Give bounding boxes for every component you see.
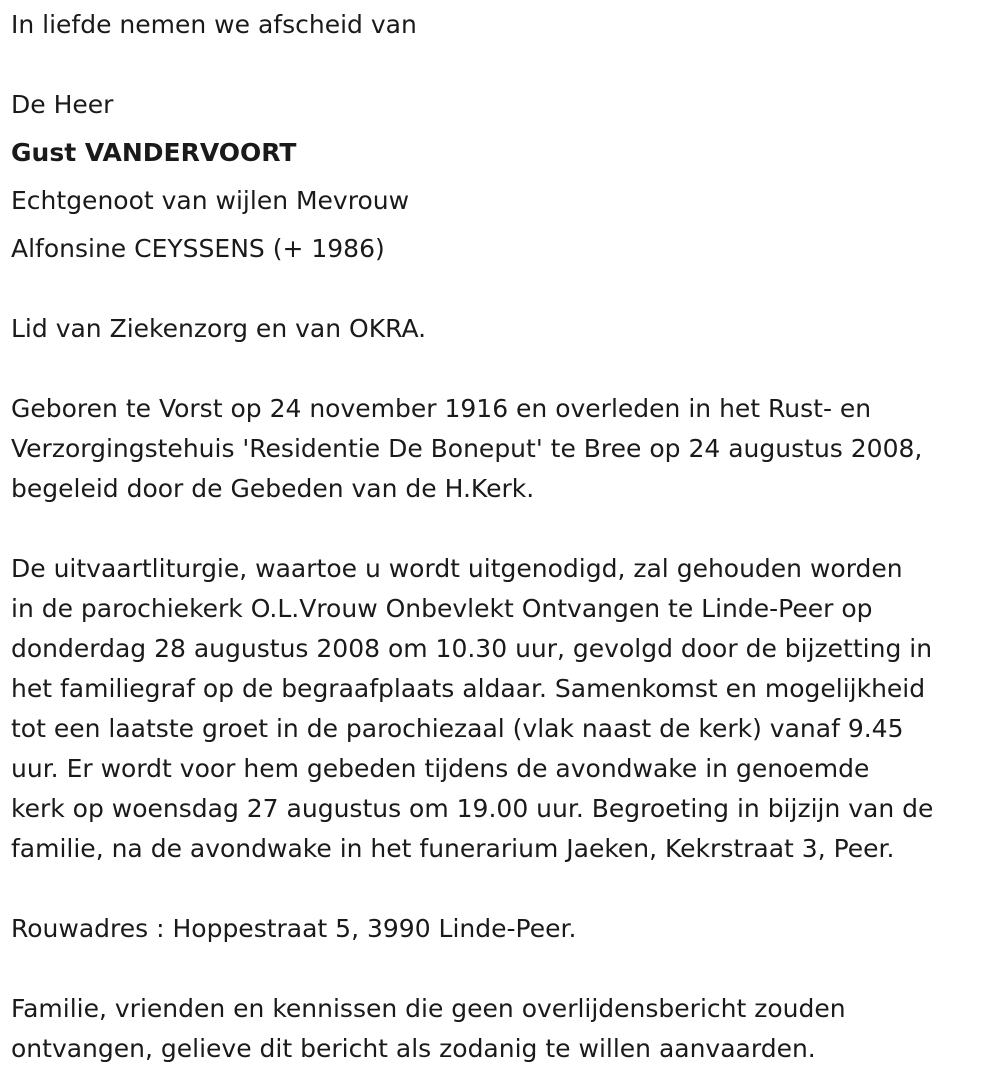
paragraph-line: het familiegraf op de begraafplaats aldaar. Samenkomst en mogelijkheid — [11, 674, 926, 703]
address-text: Rouwadres : Hoppestraat 5, 3990 Linde-Peer. — [11, 914, 577, 943]
paragraph-line: kerk op woensdag 27 augustus om 19.00 uur. Begroeting in bijzijn van de — [11, 794, 934, 823]
paragraph-line: in de parochiekerk O.L.Vrouw Onbevlekt Ontvangen te Linde-Peer op — [11, 594, 873, 623]
spouse-line-2: Alfonsine CEYSSENS (+ 1986) — [11, 234, 385, 263]
paragraph-line: Geboren te Vorst op 24 november 1916 en overleden in het Rust- en — [11, 394, 872, 423]
paragraph-line: ontvangen, gelieve dit bericht als zodanig te willen aanvaarden. — [11, 1034, 816, 1063]
paragraph-line: begeleid door de Gebeden van de H.Kerk. — [11, 474, 535, 503]
paragraph-line: tot een laatste groet in de parochiezaal (vlak naast de kerk) vanaf 9.45 — [11, 714, 904, 743]
funeral-paragraph — [11, 549, 996, 869]
deceased-name: Gust VANDERVOORT — [11, 138, 297, 167]
intro-line: In liefde nemen we afscheid van — [11, 10, 417, 39]
paragraph-line: uur. Er wordt voor hem gebeden tijdens de avondwake in genoemde — [11, 754, 870, 783]
paragraph-line: De uitvaartliturgie, waartoe u wordt uitgenodigd, zal gehouden worden — [11, 554, 903, 583]
paragraph-line: Familie, vrienden en kennissen die geen overlijdensbericht zouden — [11, 994, 846, 1023]
salutation: De Heer — [11, 90, 114, 119]
paragraph-line: familie, na de avondwake in het funerarium Jaeken, Kekrstraat 3, Peer. — [11, 834, 895, 863]
birth-death-paragraph — [11, 389, 996, 509]
paragraph-line: Verzorgingstehuis 'Residentie De Boneput' te Bree op 24 augustus 2008, — [11, 434, 923, 463]
membership-line: Lid van Ziekenzorg en van OKRA. — [11, 314, 427, 343]
paragraph-line: donderdag 28 augustus 2008 om 10.30 uur, gevolgd door de bijzetting in — [11, 634, 933, 663]
address-line — [11, 909, 996, 949]
closing-paragraph — [11, 989, 996, 1069]
spouse-line-1: Echtgenoot van wijlen Mevrouw — [11, 186, 410, 215]
